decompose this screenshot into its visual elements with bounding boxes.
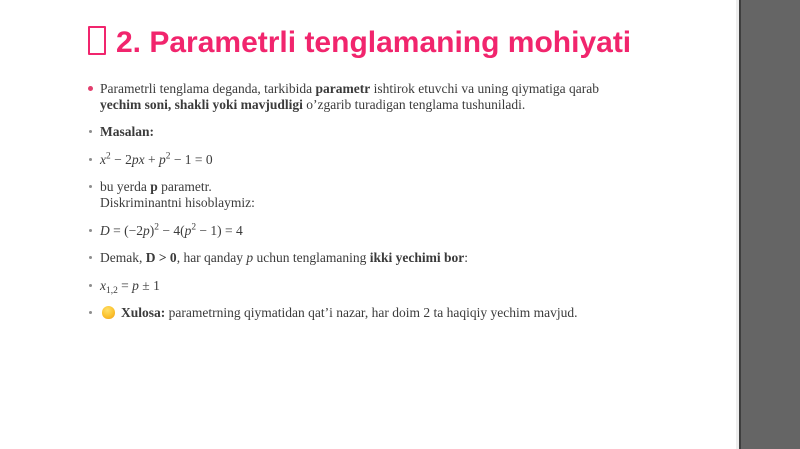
slide-title-text: 2. Parametrli tenglamaning mohiyati <box>116 26 632 59</box>
bullet-item <box>88 278 615 294</box>
bullet-text: Parametrli tenglama deganda, tarkibida parametr ishtirok etuvchi va uning qiymatiga qarab yechim soni, shakli yoki mavjudligi o’zgarib turadigan tenglama tushuniladi. <box>100 81 599 112</box>
lightbulb-icon <box>102 306 115 319</box>
bullet-item <box>88 179 615 210</box>
bullet-item <box>88 305 615 321</box>
bullet-item <box>88 152 615 168</box>
right-dark-panel <box>739 0 800 449</box>
bullet-text: $D = (-2p)^2 - 4(p^2 - 1) = 4$ <box>100 222 243 238</box>
bullet-marker <box>88 278 100 294</box>
bullet-marker <box>88 250 100 266</box>
bullet-marker <box>88 179 100 210</box>
bullet-marker <box>88 223 100 239</box>
bullet-item <box>88 250 615 266</box>
bullet-list <box>88 81 615 321</box>
bullet-item <box>88 124 615 140</box>
bullet-item <box>88 81 615 112</box>
bullet-marker <box>88 305 100 321</box>
slide-content <box>88 24 654 333</box>
bullet-marker <box>88 124 100 140</box>
bullet-text: Masalan: <box>100 124 154 140</box>
bullet-text: $x_{1,2} = p \pm 1$ <box>100 277 160 296</box>
bullet-marker <box>88 152 100 168</box>
bullet-text: Xulosa: parametrning qiymatidan qat’i nazar, har doim 2 ta haqiqiy yechim mavjud. <box>100 305 615 321</box>
bullet-marker <box>88 81 100 112</box>
slide-title <box>88 24 654 61</box>
bullet-text: Demak, D > 0, har qanday p uchun tenglamaning ikki yechimi bor: <box>100 250 469 266</box>
bullet-text: $x^2 - 2px + p^2 - 1 = 0$ <box>100 151 213 167</box>
bullet-item <box>88 223 615 239</box>
missing-glyph-icon <box>88 26 106 55</box>
bullet-text: bu yerda p parametr. Diskriminantni hisoblaymiz: <box>100 179 255 210</box>
